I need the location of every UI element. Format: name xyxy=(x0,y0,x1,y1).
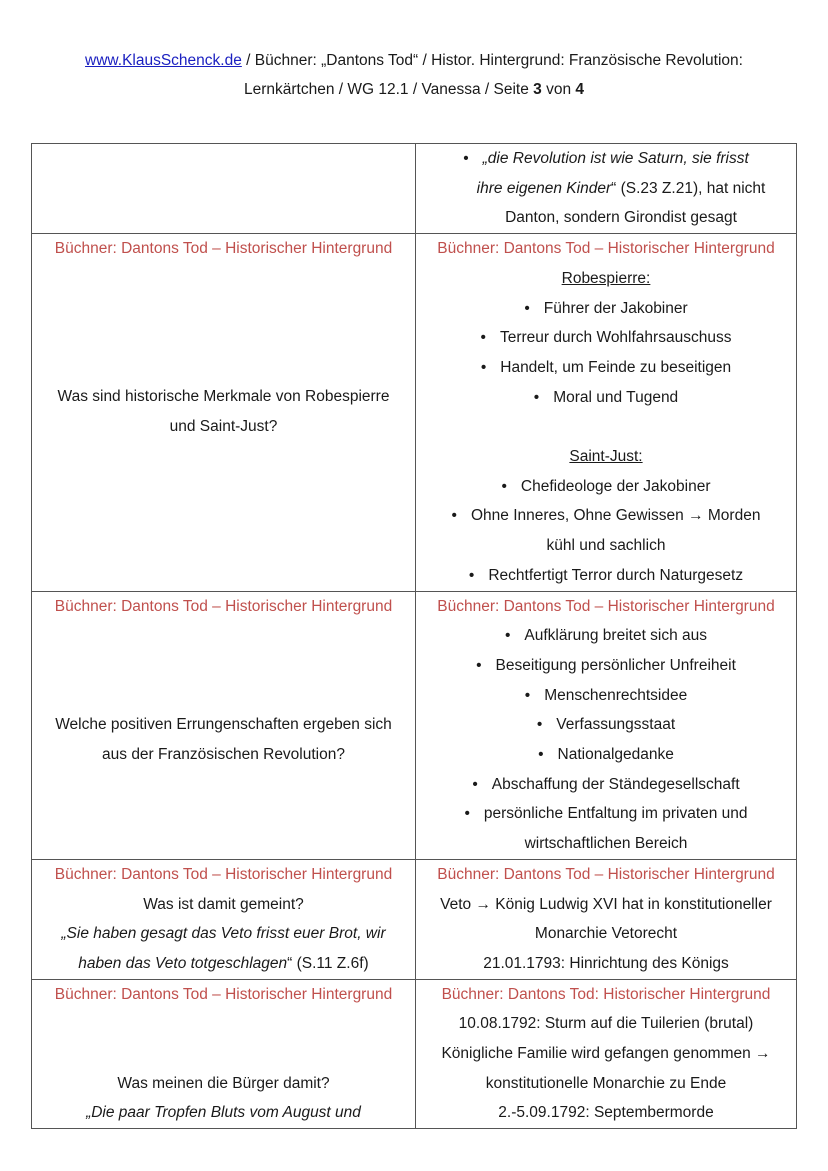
category-label: Büchner: Dantons Tod – Historischer Hintergrund xyxy=(54,985,393,1003)
header-meta: Lernkärtchen / WG 12.1 / Vanessa / Seite xyxy=(243,81,534,98)
list-item: • Führer der Jakobiner xyxy=(420,294,792,324)
answer-cell xyxy=(416,859,797,979)
category-label: Büchner: Dantons Tod – Historischer Hintergrund xyxy=(437,597,775,615)
list-item: • Aufklärung breitet sich aus xyxy=(420,621,792,651)
list-item: • Handelt, um Feinde zu beseitigen xyxy=(420,353,792,383)
quote-line xyxy=(36,949,411,979)
category-label: Büchner: Dantons Tod: Historischer Hintergrund xyxy=(441,985,771,1003)
list-item: • persönliche Entfaltung im privaten und xyxy=(420,799,792,829)
quote-text: „Sie haben gesagt das Veto frisst euer Brot, wir xyxy=(61,925,386,943)
question-cell xyxy=(32,234,416,591)
question-cell xyxy=(32,591,416,859)
table-row xyxy=(32,144,797,234)
answer-line xyxy=(420,144,792,174)
header-title: / Büchner: „Dantons Tod“ / Histor. Hintergrund: Französische Revolution: xyxy=(241,52,743,69)
answer-line: Danton, sondern Girondist gesagt xyxy=(505,209,737,227)
answer-cell xyxy=(416,234,797,591)
list-item: • Beseitigung persönlicher Unfreiheit xyxy=(420,651,792,681)
question-cell xyxy=(32,979,416,1129)
quote-text: „Die paar Tropfen Bluts vom August und xyxy=(86,1104,361,1122)
list-item-continued: wirtschaftlichen Bereich xyxy=(524,835,688,853)
answer-cell xyxy=(416,979,797,1129)
question-text: Welche positiven Errungenschaften ergeben sich xyxy=(55,716,392,734)
table-row xyxy=(32,234,797,591)
list-item: • Terreur durch Wohlfahrsauschuss xyxy=(420,323,792,353)
answer-cell xyxy=(416,591,797,859)
header-line-2 xyxy=(0,75,828,104)
category-label: Büchner: Dantons Tod – Historischer Hintergrund xyxy=(54,240,393,258)
quote-ref: “ (S.11 Z.6f) xyxy=(287,954,369,972)
question-text: Was meinen die Bürger damit? xyxy=(117,1074,330,1092)
answer-text: Königliche Familie wird gefangen genommen → xyxy=(441,1045,771,1063)
quote-text: haben das Veto totgeschlagen xyxy=(78,954,288,972)
list-item: • Nationalgedanke xyxy=(420,740,792,770)
answer-text: 10.08.1792: Sturm auf die Tuilerien (brutal) xyxy=(458,1015,754,1033)
section-heading: Saint-Just: xyxy=(569,448,643,466)
answer-text: konstitutionelle Monarchie zu Ende xyxy=(485,1074,727,1092)
answer-text: Monarchie Vetorecht xyxy=(534,925,678,943)
question-cell xyxy=(32,144,416,234)
quote-text: „die Revolution ist wie Saturn, sie frisst xyxy=(482,150,749,167)
question-text: aus der Französischen Revolution? xyxy=(102,745,345,763)
list-item: • Verfassungsstaat xyxy=(420,710,792,740)
list-item: • Moral und Tugend xyxy=(420,383,792,413)
header-line-1 xyxy=(0,46,828,75)
list-item: • Rechtfertigt Terror durch Naturgesetz xyxy=(420,561,792,591)
table-row xyxy=(32,859,797,979)
category-label: Büchner: Dantons Tod – Historischer Hintergrund xyxy=(437,865,775,883)
list-item: • Ohne Inneres, Ohne Gewissen → Morden xyxy=(420,501,792,531)
list-item: • Chefideologe der Jakobiner xyxy=(420,472,792,502)
question-text: und Saint-Just? xyxy=(169,417,278,435)
category-label: Büchner: Dantons Tod – Historischer Hintergrund xyxy=(54,865,393,883)
answer-text: 2.-5.09.1792: Septembermorde xyxy=(498,1104,714,1122)
answer-text: 21.01.1793: Hinrichtung des Königs xyxy=(483,954,729,972)
category-label: Büchner: Dantons Tod – Historischer Hintergrund xyxy=(54,597,393,615)
list-item-continued: kühl und sachlich xyxy=(546,537,666,555)
category-label: Büchner: Dantons Tod – Historischer Hintergrund xyxy=(437,240,775,258)
list-item: • Menschenrechtsidee xyxy=(420,681,792,711)
answer-line xyxy=(420,174,792,204)
table-row xyxy=(32,591,797,859)
page-header xyxy=(0,46,828,104)
flashcard-table xyxy=(31,143,797,1129)
quote-text: ihre eigenen Kinder xyxy=(476,179,612,197)
quote-ref: “ (S.23 Z.21), hat nicht xyxy=(611,179,766,197)
list-item: • Abschaffung der Ständegesellschaft xyxy=(420,770,792,800)
question-text: Was sind historische Merkmale von Robespierre xyxy=(57,387,390,405)
website-link[interactable]: www.KlausSchenck.de xyxy=(85,52,242,69)
page-of: von xyxy=(541,81,576,98)
answer-text: Veto → König Ludwig XVI hat in konstitutioneller xyxy=(440,895,772,913)
page-current: 3 xyxy=(533,81,542,98)
page-total: 4 xyxy=(575,81,585,98)
question-text: Was ist damit gemeint? xyxy=(143,895,304,913)
question-cell xyxy=(32,859,416,979)
section-heading: Robespierre: xyxy=(561,269,651,287)
answer-cell xyxy=(416,144,797,234)
table-row xyxy=(32,979,797,1129)
